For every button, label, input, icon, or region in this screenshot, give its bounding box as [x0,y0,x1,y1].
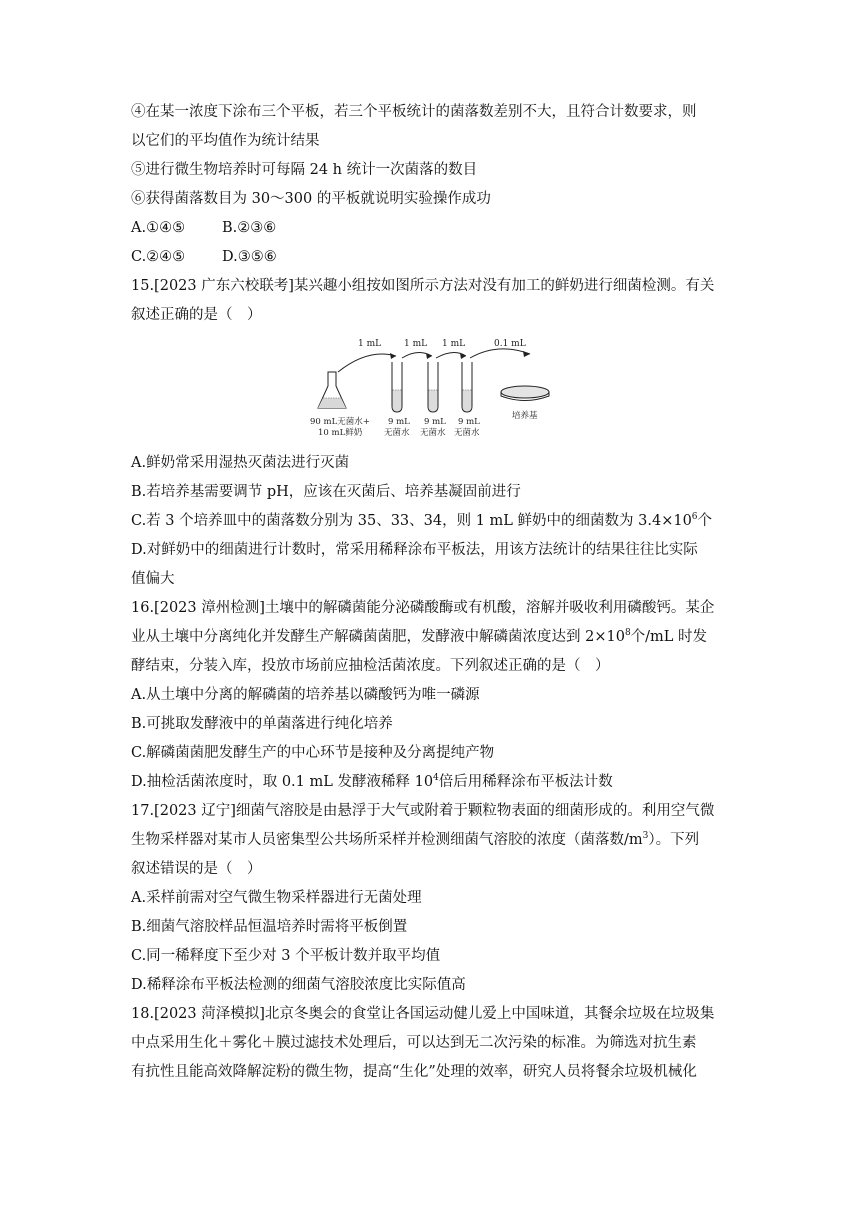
arrow-3-label: 1 mL [442,339,466,349]
test-tube-3-icon [462,362,472,412]
q17-stem-line1: 17.[2023 辽宁]细菌气溶胶是由悬浮于大气或附着于颗粒物表面的细菌形成的。利用空气微 [131,803,715,819]
tube-2-volume: 9 mL [424,417,446,427]
q14-option-c[interactable]: C.②④⑤ [131,249,186,265]
q16-stem-line2-text: 业从土壤中分离纯化并发酵生产解磷菌菌肥，发酵液中解磷菌浓度达到 2×10 [131,629,625,645]
q14-options-row2 [131,247,277,267]
tube-3-volume: 9 mL [458,417,480,427]
q16-option-d-exponent: 4 [433,773,439,783]
q15-option-c-exponent: 6 [691,512,698,522]
q14-statement-4-line2: 以它们的平均值作为统计结果 [131,133,320,149]
q15-option-d-line2[interactable]: 值偏大 [131,571,175,587]
q14-options-row1 [131,218,276,238]
q14-option-a[interactable]: A.①④⑤ [131,220,186,236]
q14-option-b[interactable]: B.②③⑥ [222,220,277,236]
q17-stem-exponent: 3 [642,831,649,841]
q15-option-b[interactable]: B.若培养基需要调节 pH，应该在灭菌后、培养基凝固前进行 [131,484,521,500]
q16-option-b[interactable]: B.可挑取发酵液中的单菌落进行纯化培养 [131,716,393,732]
arrow-2-label: 1 mL [404,339,428,349]
q16-stem-line3: 酵结束，分装入库，投放市场前应抽检活菌浓度。下列叙述正确的是（ ） [131,658,610,674]
q15-stem-line2: 叙述正确的是（ ） [131,307,262,323]
q14-statement-4-line1: ④在某一浓度下涂布三个平板，若三个平板统计的菌落数差别不大，且符合计数要求，则 [131,104,697,120]
q17-option-d[interactable]: D.稀释涂布平板法检测的细菌气溶胶浓度比实际值高 [131,977,466,993]
q15-option-c-unit: 个 [697,513,713,529]
q18-stem-line1: 18.[2023 菏泽模拟]北京冬奥会的食堂让各国运动健儿爱上中国味道，其餐余垃圾在垃圾集 [131,1006,715,1022]
q15-option-a[interactable]: A.鲜奶常采用湿热灭菌法进行灭菌 [131,455,350,471]
q16-stem-line2 [131,627,707,647]
q15-option-c[interactable] [131,511,712,531]
q17-stem-line2 [131,830,699,850]
q16-stem-line1: 16.[2023 漳州检测]土壤中的解磷菌能分泌磷酸酶或有机酸，溶解并吸收利用磷酸钙。某企 [131,600,715,616]
q17-option-c[interactable]: C.同一稀释度下至少对 3 个平板计数并取平均值 [131,948,441,964]
q16-option-d-text: D.抽检活菌浓度时，取 0.1 mL 发酵液稀释 10 [131,774,434,790]
q15-stem-line1: 15.[2023 广东六校联考]某兴趣小组按如图所示方法对没有加工的鲜奶进行细菌检测。有关 [131,278,715,294]
q16-option-c[interactable]: C.解磷菌菌肥发酵生产的中心环节是接种及分离提纯产物 [131,745,495,761]
q14-option-d[interactable]: D.③⑤⑥ [222,249,277,265]
arrow-1 [338,354,396,372]
q17-stem-line2-tail: ）。下列 [648,832,700,848]
arrow-1-label: 1 mL [358,339,382,349]
arrow-4-label: 0.1 mL [494,339,526,349]
tube-1-content: 无菌水 [384,428,410,438]
arrow-4 [470,349,530,358]
dilution-figure [308,334,560,446]
petri-dish-icon [501,386,549,401]
q17-option-a[interactable]: A.采样前需对空气微生物采样器进行无菌处理 [131,890,422,906]
q16-stem-exponent: 8 [624,628,631,638]
flask-label-line1: 90 mL无菌水+ [310,417,370,427]
tube-1-volume: 9 mL [388,417,410,427]
q14-statement-5: ⑤进行微生物培养时可每隔 24 h 统计一次菌落的数目 [131,162,478,178]
q17-option-b[interactable]: B.细菌气溶胶样品恒温培养时需将平板倒置 [131,919,408,935]
q14-statement-6: ⑥获得菌落数目为 30～300 的平板就说明实验操作成功 [131,191,491,207]
dilution-diagram [308,334,560,446]
q17-stem-line2-text: 生物采样器对某市人员密集型公共场所采样并检测细菌气溶胶的浓度（菌落数/m [131,832,643,848]
tube-2-content: 无菌水 [420,428,446,438]
test-tube-2-icon [428,362,438,412]
q17-stem-line3: 叙述错误的是（ ） [131,861,262,877]
flask-label-line2: 10 mL鲜奶 [318,428,363,438]
q15-option-d-line1[interactable]: D.对鲜奶中的细菌进行计数时，常采用稀释涂布平板法，用该方法统计的结果往往比实际 [131,542,698,558]
tube-3-content: 无菌水 [454,428,480,438]
dish-label: 培养基 [512,411,538,421]
q18-stem-line3: 有抗性且能高效降解淀粉的微生物，提高“生化”处理的效率，研究人员将餐余垃圾机械化 [131,1064,697,1080]
flask-icon [318,372,346,408]
q16-option-d-tail: 倍后用稀释涂布平板法计数 [438,774,613,790]
q15-option-c-text: C.若 3 个培养皿中的菌落数分别为 35、33、34，则 1 mL 鲜奶中的细菌数为 3.4×10 [131,513,692,529]
q18-stem-line2: 中点采用生化＋雾化＋膜过滤技术处理后，可以达到无二次污染的标准。为筛选对抗生素 [131,1035,697,1051]
q16-stem-line2-tail: 个/mL 时发 [630,629,708,645]
test-tube-1-icon [392,362,402,412]
q16-option-a[interactable]: A.从土壤中分离的解磷菌的培养基以磷酸钙为唯一磷源 [131,687,480,703]
q16-option-d[interactable] [131,772,613,792]
